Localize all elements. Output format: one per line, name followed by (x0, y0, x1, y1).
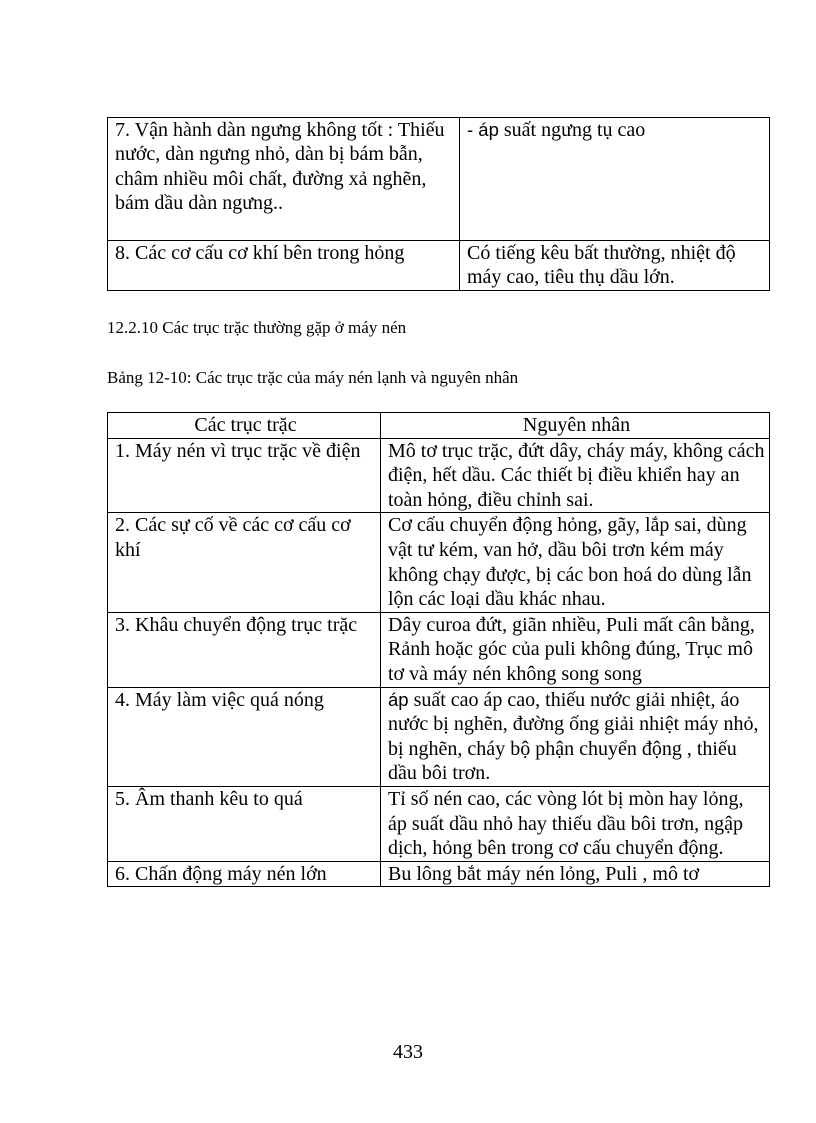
table-caption: Bảng 12-10: Các trục trặc của máy nén lạnh và nguyên nhân (107, 368, 519, 387)
symptom-cell: Có tiếng kêu bất thường, nhiệt độ máy cao, tiêu thụ dầu lớn. (460, 241, 770, 291)
table-row (108, 118, 770, 241)
cause-cell: Bu lông bắt máy nén lỏng, Puli , mô tơ (381, 861, 770, 887)
table-row (108, 786, 770, 861)
continued-table (107, 117, 770, 291)
cause-cell: 8. Các cơ cấu cơ khí bên trong hỏng (108, 241, 460, 291)
symptom-text: suất ngưng tụ cao (498, 119, 646, 141)
table-row (108, 612, 770, 687)
cause-cell: Tỉ số nén cao, các vòng lót bị mòn hay lỏng, áp suất dầu nhỏ hay thiếu dầu bôi trơn, ngập dịch, hỏng bên trong cơ cấu chuyển động. (381, 786, 770, 861)
cause-prefix: áp (388, 688, 409, 710)
header-causes: Nguyên nhân (381, 413, 770, 439)
fault-cell: 2. Các sự cố về các cơ cấu cơ khí (108, 513, 381, 612)
header-faults: Các trục trặc (108, 413, 381, 439)
fault-cell: 4. Máy làm việc quá nóng (108, 687, 381, 786)
cause-text: suất cao áp cao, thiếu nước giải nhiệt, áo nước bị nghẽn, đường ống giải nhiệt máy nhỏ, bị nghẽn, cháy bộ phận chuyển động , thiếu dầu bôi trơn. (388, 688, 759, 785)
table-row (108, 687, 770, 786)
symptom-prefix: - áp (467, 119, 499, 140)
cause-cell (381, 687, 770, 786)
fault-cell: 3. Khâu chuyển động trục trặc (108, 612, 381, 687)
table-row (108, 438, 770, 513)
cause-cell: 7. Vận hành dàn ngưng không tốt : Thiếu nước, dàn ngưng nhỏ, dàn bị bám bẫn, châm nhiều môi chất, đường xả nghẽn, bám dầu dàn ngưng.. (108, 118, 460, 241)
fault-cell: 1. Máy nén vì trục trặc về điện (108, 438, 381, 513)
table-header-row (108, 413, 770, 439)
page-number: 433 (393, 1041, 423, 1063)
cause-cell: Cơ cấu chuyển động hỏng, gãy, lắp sai, dùng vật tư kém, van hở, dầu bôi trơn kém máy không chạy được, bị các bon hoá do dùng lẫn lộn các loại dầu khác nhau. (381, 513, 770, 612)
cause-cell: Dây curoa đứt, giãn nhiều, Puli mất cân bằng, Rảnh hoặc góc của puli không đúng, Trục mô tơ và máy nén không song song (381, 612, 770, 687)
fault-cell: 6. Chấn động máy nén lớn (108, 861, 381, 887)
table-row (108, 241, 770, 291)
section-heading: 12.2.10 Các trục trặc thường gặp ở máy nén (107, 318, 407, 337)
table-row (108, 861, 770, 887)
fault-cell: 5. Âm thanh kêu to quá (108, 786, 381, 861)
symptom-cell (460, 118, 770, 241)
faults-table (107, 412, 770, 887)
table-row (108, 513, 770, 612)
cause-cell: Mô tơ trục trặc, đứt dây, cháy máy, không cách điện, hết dầu. Các thiết bị điều khiển hay an toàn hỏng, điều chỉnh sai. (381, 438, 770, 513)
